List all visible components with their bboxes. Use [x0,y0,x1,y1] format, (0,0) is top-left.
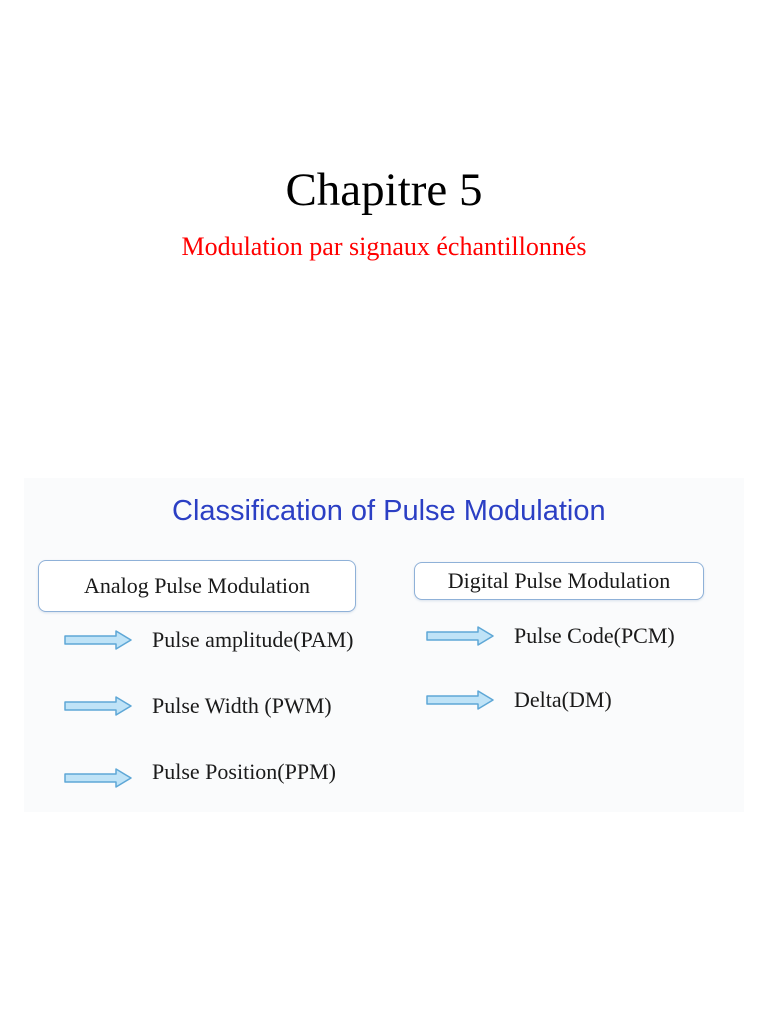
chapter-subtitle: Modulation par signaux échantillonnés [181,232,587,261]
digital-category-box [414,562,704,600]
digital-item-label: Pulse Code(PCM) [514,623,675,648]
analog-category-label: Analog Pulse Modulation [83,573,311,598]
chapter-title: Chapitre 5 [285,164,483,216]
right-arrow-icon [64,768,132,788]
analog-item-label: Pulse Position(PPM) [152,759,336,784]
right-arrow-icon [64,630,132,650]
pulse-modulation-figure [24,478,744,812]
figure-title: Classification of Pulse Modulation [172,495,606,527]
digital-category-label: Digital Pulse Modulation [447,568,671,593]
right-arrow-icon [64,696,132,716]
analog-category-box [38,560,356,612]
analog-item-label: Pulse amplitude(PAM) [152,627,354,652]
analog-item-label: Pulse Width (PWM) [152,693,332,718]
digital-item-label: Delta(DM) [514,687,612,712]
right-arrow-icon [426,690,494,710]
right-arrow-icon [426,626,494,646]
